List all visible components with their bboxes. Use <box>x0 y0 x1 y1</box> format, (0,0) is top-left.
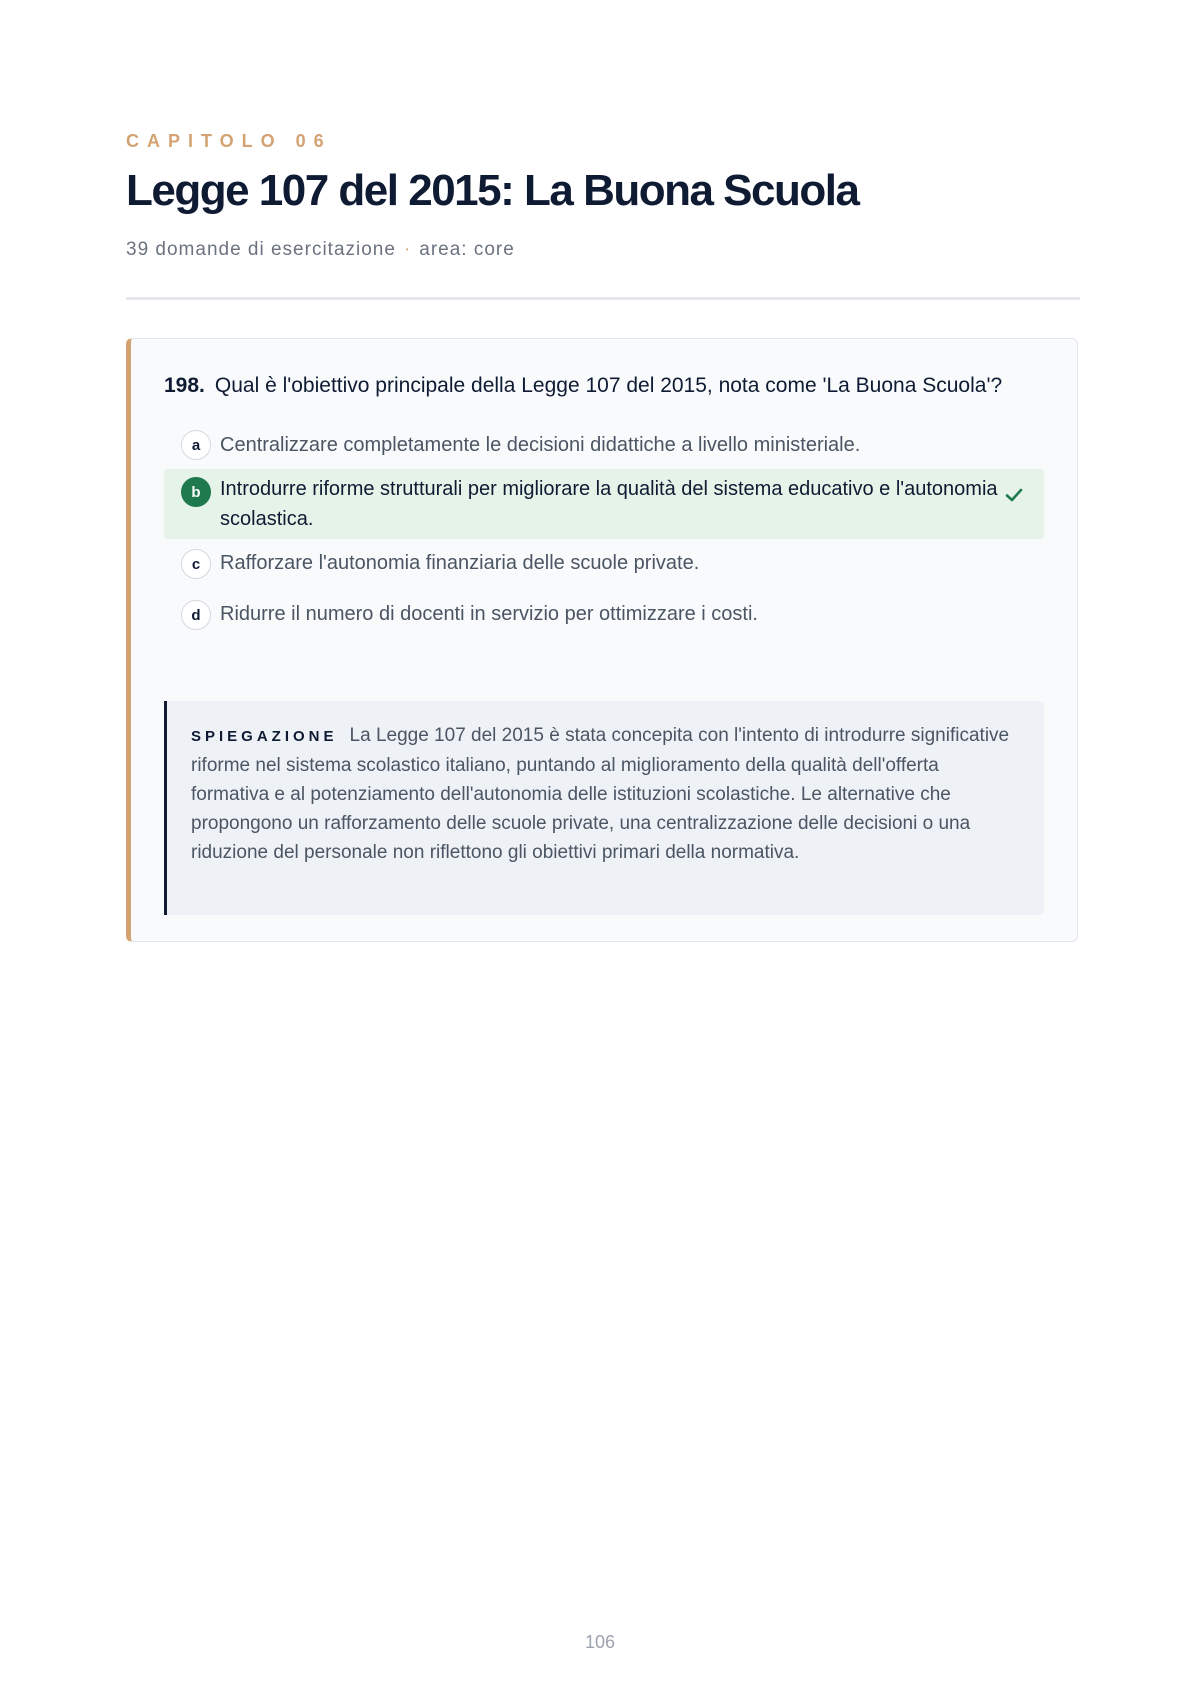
question-count: 39 domande di esercitazione <box>126 239 396 260</box>
option-d[interactable] <box>164 591 1044 637</box>
option-c[interactable] <box>164 540 1044 586</box>
chapter-title: Legge 107 del 2015: La Buona Scuola <box>126 166 859 215</box>
explanation-label: SPIEGAZIONE <box>191 728 338 745</box>
check-icon <box>1004 485 1024 505</box>
question-card <box>126 338 1078 942</box>
explanation-text: La Legge 107 del 2015 è stata concepita con l'intento di introdurre significative riforme nel sistema scolastico italiano, puntando al miglioramento della qualità dell'offerta formativa e al potenziamento dell'autonomia delle istituzioni scolastiche. Le alternative che propongono un rafforzamento delle scuole private, una centralizzazione delle decisioni o una riduzione del personale non riflettono gli obiettivi primari della normativa. <box>191 725 1010 863</box>
meta-separator: · <box>403 239 412 260</box>
header-divider <box>126 297 1080 300</box>
option-b-correct[interactable] <box>164 469 1044 539</box>
option-text: Ridurre il numero di docenti in servizio per ottimizzare i costi. <box>220 603 758 625</box>
question-prompt: Qual è l'obiettivo principale della Legge 107 del 2015, nota come 'La Buona Scuola'? <box>214 374 1003 397</box>
option-letter-badge: d <box>181 600 211 630</box>
option-letter-badge: c <box>181 549 211 579</box>
option-text: Centralizzare completamente le decisioni didattiche a livello ministeriale. <box>220 434 861 456</box>
page-number: 106 <box>584 1632 616 1652</box>
chapter-meta <box>126 239 515 261</box>
option-letter-badge: a <box>181 430 211 460</box>
option-text: Rafforzare l'autonomia finanziaria delle scuole private. <box>220 552 700 574</box>
chapter-label: CAPITOLO 06 <box>126 131 332 151</box>
explanation-box <box>164 701 1044 915</box>
option-letter-badge: b <box>181 477 211 507</box>
question-text <box>164 369 1024 402</box>
chapter-area: area: core <box>419 239 515 260</box>
option-a[interactable] <box>164 422 1044 468</box>
question-number: 198. <box>164 374 205 397</box>
option-text: Introdurre riforme strutturali per migliorare la qualità del sistema educativo e l'autonomia scolastica. <box>220 478 998 530</box>
